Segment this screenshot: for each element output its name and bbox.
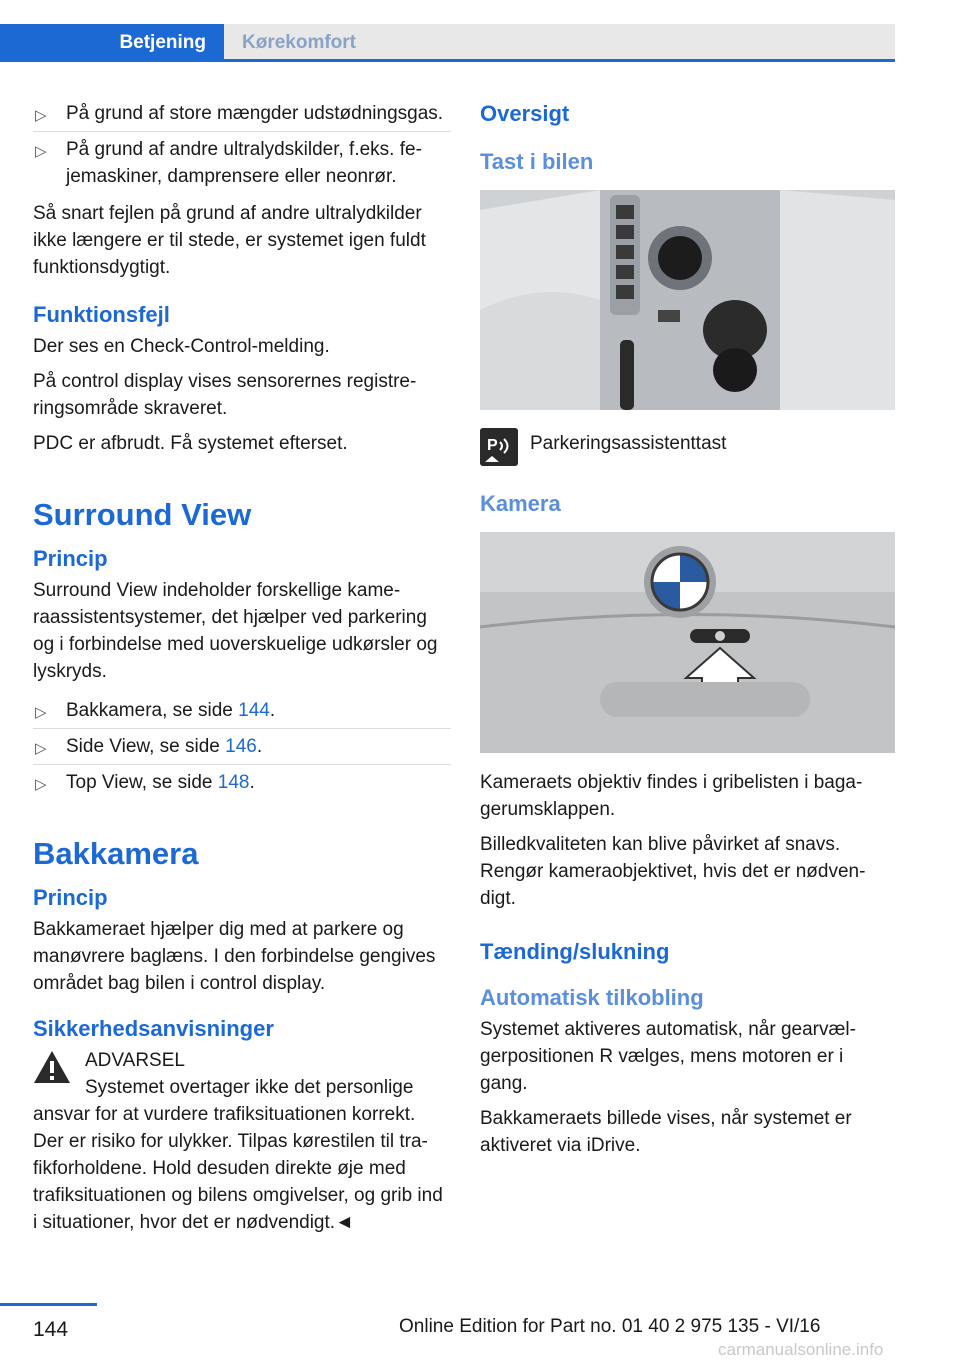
heading-funktionsfejl: Funktionsfejl <box>33 302 170 327</box>
footer-rule <box>0 1303 97 1306</box>
parking-button-caption <box>480 428 895 466</box>
list-item-text: På grund af andre ultralydskilder, f.eks. fejemaskiner, damprensere eller neonrør. <box>66 139 422 187</box>
tab-koerekomfort[interactable]: Kørekomfort <box>224 24 895 61</box>
center-console-photo <box>480 190 895 410</box>
heading-bakkamera: Bakkamera <box>33 836 199 871</box>
paragraph: PDC er afbrudt. Få systemet efterset. <box>33 433 348 454</box>
list-item: ▷ Bakkamera, se side 144. <box>33 693 451 729</box>
heading-taending-slukning: Tænding/slukning <box>480 939 670 964</box>
heading-princip: Princip <box>33 885 108 910</box>
paragraph: Billedkvaliteten kan blive påvirket af snavs. Rengør kameraobjektivet, hvis det er nødvendigt. <box>480 834 866 909</box>
list-item-text: Side View, se side <box>66 736 226 757</box>
triangle-bullet-icon: ▷ <box>35 704 47 721</box>
warning-block <box>33 1047 451 1236</box>
icon-caption: Parkeringsassistenttast <box>530 433 727 454</box>
triangle-bullet-icon: ▷ <box>35 740 47 757</box>
page-link[interactable]: 144 <box>238 700 270 721</box>
triangle-bullet-icon: ▷ <box>35 776 47 793</box>
heading-automatisk-tilkobling: Automatisk tilkobling <box>480 985 704 1010</box>
heading-surround-view: Surround View <box>33 497 252 532</box>
rear-camera-photo <box>480 532 895 753</box>
list-item: ▷ Top View, se side 148. <box>33 765 451 800</box>
list-item-text: Top View, se side <box>66 772 218 793</box>
paragraph: Så snart fejlen på grund af andre ultralydkilder ikke længere er til stede, er systemet igen fuldt funktionsdygtigt. <box>33 203 426 278</box>
paragraph: Bakkameraets billede vises, når systemet er aktiveret via iDrive. <box>480 1108 852 1156</box>
list-item <box>33 132 451 194</box>
tab-betjening[interactable]: Betjening <box>0 24 224 61</box>
page-link[interactable]: 146 <box>225 736 257 757</box>
edition-label: Online Edition for Part no. 01 40 2 975 135 - VI/16 <box>399 1316 821 1337</box>
warning-text: Systemet overtager ikke det personlige <box>85 1077 414 1098</box>
watermark: carmanualsonline.info <box>718 1340 884 1359</box>
paragraph: Systemet aktiveres automatisk, når gearvælgerpositionen R vælges, mens motoren er i gang. <box>480 1019 856 1094</box>
page-number: 144 <box>33 1318 69 1341</box>
list-item: ▷ Side View, se side 146. <box>33 729 451 765</box>
list-item-text: På grund af store mængder udstødningsgas. <box>66 103 444 124</box>
heading-sikkerhedsanvisninger: Sikkerhedsanvisninger <box>33 1016 274 1041</box>
right-column <box>480 100 895 1167</box>
triangle-bullet-icon: ▷ <box>35 107 47 124</box>
paragraph: På control display vises sensorernes registreringsområde skraveret. <box>33 371 417 419</box>
paragraph: Bakkameraet hjælper dig med at parkere og manøvrere baglæns. I den forbindelse gengives området bag bilen i control display. <box>33 919 436 994</box>
warning-title: ADVARSEL <box>85 1050 185 1071</box>
heading-oversigt: Oversigt <box>480 101 570 126</box>
warning-triangle-icon <box>33 1049 71 1085</box>
list-item-text: Bakkamera, se side <box>66 700 239 721</box>
heading-kamera: Kamera <box>480 491 561 516</box>
parking-assist-icon <box>480 428 518 466</box>
rear-camera-illustration <box>480 532 895 753</box>
paragraph: Der ses en Check-Control-melding. <box>33 336 330 357</box>
header-rule <box>0 59 895 62</box>
center-console-illustration <box>480 190 895 410</box>
triangle-bullet-icon: ▷ <box>35 143 47 160</box>
header-tabs <box>0 0 960 62</box>
heading-tast-i-bilen: Tast i bilen <box>480 149 594 174</box>
paragraph: Surround View indeholder forskellige kameraassistentsystemer, det hjælper ved parkering og i forbindelse med uoverskuelige udkørsler og lyskryds. <box>33 580 438 682</box>
page-link[interactable]: 148 <box>217 772 250 793</box>
paragraph: Kameraets objektiv findes i gribelisten i bagagerumsklappen. <box>480 772 863 820</box>
svg-text:P: P <box>487 437 498 454</box>
heading-princip: Princip <box>33 546 108 571</box>
left-column <box>33 96 451 1236</box>
warning-text: ansvar for at vurdere trafiksituationen korrekt. Der er risiko for ulykker. Tilpas kørestilen til trafikforholdene. Hold desuden direkte øje med trafiksituationen og bilens omgivelser, og grib ind i situationer, hvor det er nødvendigt.◄ <box>33 1104 443 1233</box>
list-item <box>33 96 451 132</box>
